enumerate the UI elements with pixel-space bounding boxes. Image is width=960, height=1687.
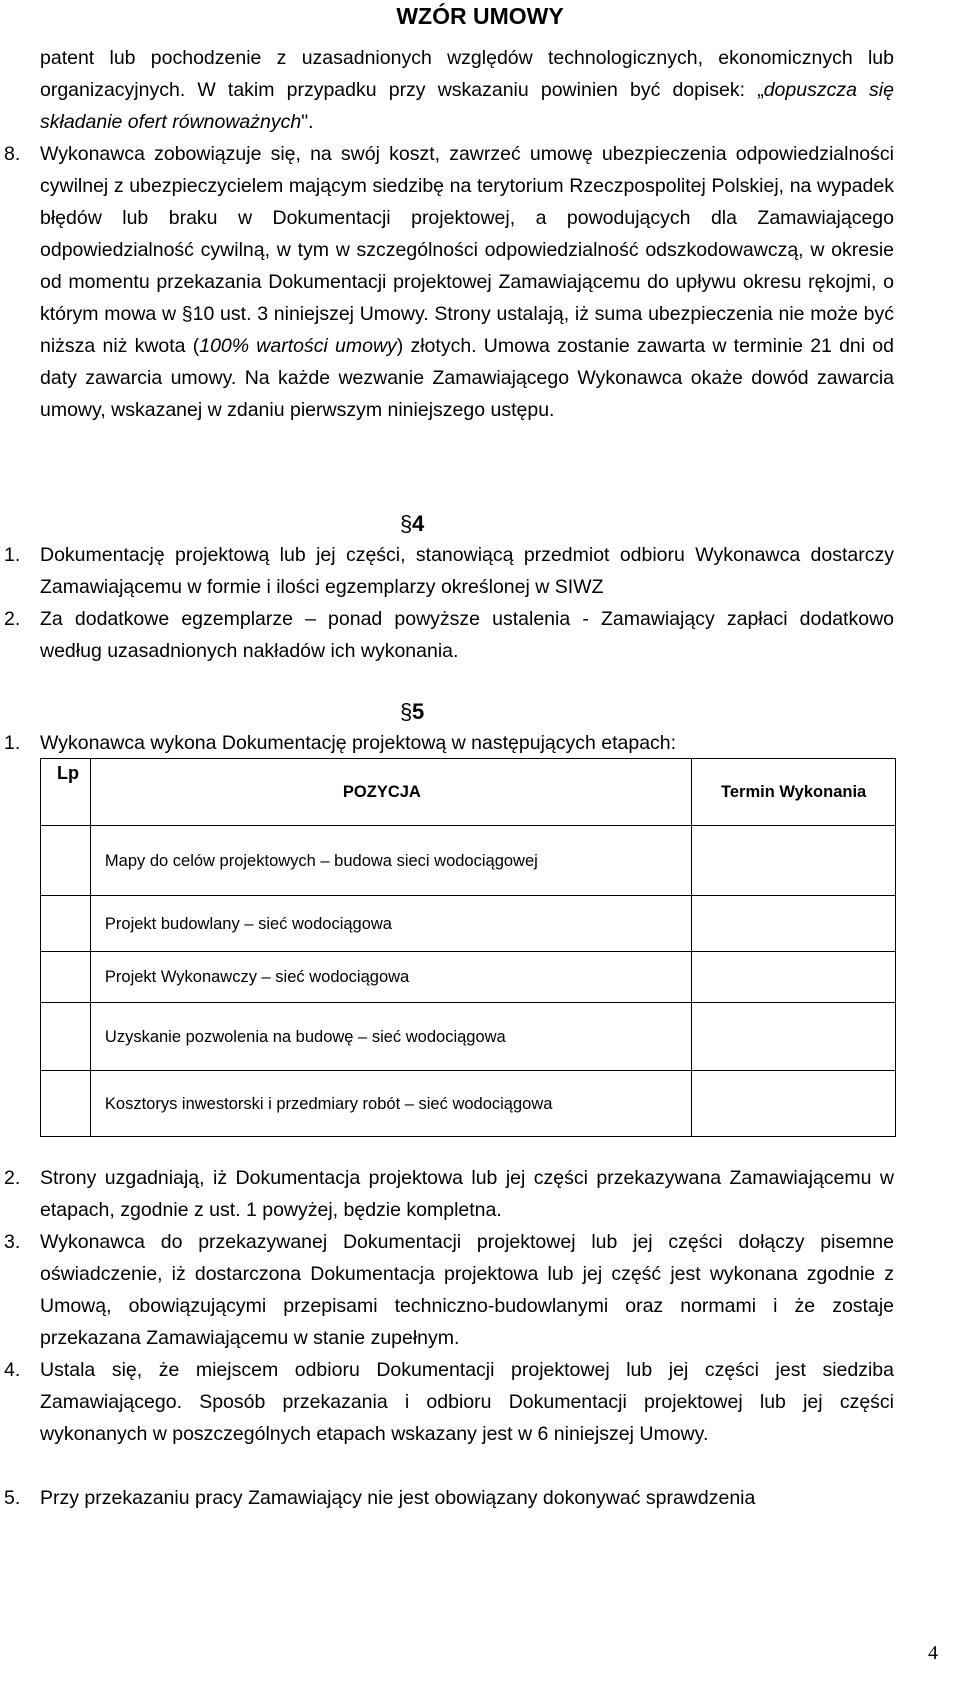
section-number: 4 — [412, 511, 425, 536]
cell-position: Projekt budowlany – sieć wodociągowa — [90, 896, 691, 952]
cell-lp — [41, 1003, 91, 1071]
section-5-item-4 — [4, 1354, 894, 1450]
item-text: Ustala się, że miejscem odbioru Dokumentacji projektowej lub jej części jest siedziba Zamawiającego. Sposób przekazania i odbioru Dokumentacji projektowej lub jej części wykonanych w poszczególnych etapach wskazany jest w 6 niniejszej Umowy. — [40, 1359, 894, 1445]
cell-lp — [41, 952, 91, 1003]
intro-paragraph — [40, 42, 894, 138]
table-row — [41, 952, 896, 1003]
cell-deadline — [692, 896, 896, 952]
cell-lp — [41, 1071, 91, 1137]
item-number: 1. — [4, 544, 21, 566]
section-4-heading — [400, 510, 460, 538]
cell-deadline — [692, 826, 896, 896]
item-number: 4. — [4, 1359, 21, 1381]
item-text: Za dodatkowe egzemplarze – ponad powyższe ustalenia - Zamawiający zapłaci dodatkowo według uzasadnionych nakładów ich wykonania. — [40, 608, 894, 662]
table-row — [41, 896, 896, 952]
section-sign: § — [400, 511, 413, 536]
table-row — [41, 826, 896, 896]
section-5-item-2 — [4, 1162, 894, 1226]
cell-position: Uzyskanie pozwolenia na budowę – sieć wodociągowa — [90, 1003, 691, 1071]
item-number: 1. — [4, 732, 21, 754]
cell-deadline — [692, 1003, 896, 1071]
section-5-heading — [400, 698, 460, 726]
cell-deadline — [692, 1071, 896, 1137]
section-5-item-5 — [4, 1482, 894, 1514]
item-text: Wykonawca do przekazywanej Dokumentacji projektowej lub jej części dołączy pisemne oświadczenie, iż dostarczona Dokumentacja projektowa lub jej część jest wykonana zgodnie z Umową, obowiązującymi przepisami techniczno-budowlanymi oraz normami i że zostaje przekazana Zamawiającemu w stanie zupełnym. — [40, 1231, 894, 1349]
document-title: WZÓR UMOWY — [396, 3, 564, 29]
item-text: Wykonawca wykona Dokumentację projektową w następujących etapach: — [40, 732, 677, 754]
section-5-item-3 — [4, 1226, 894, 1354]
cell-deadline — [692, 952, 896, 1003]
section-5-item-1 — [4, 727, 894, 759]
stages-table — [40, 758, 896, 1137]
intro-italic: dopuszcza się składanie ofert równoważnych — [40, 79, 894, 133]
item-number: 2. — [4, 1167, 21, 1189]
header-deadline: Termin Wykonania — [692, 759, 896, 826]
cell-position: Kosztorys inwestorski i przedmiary robót – sieć wodociągowa — [90, 1071, 691, 1137]
clause-text: Wykonawca zobowiązuje się, na swój koszt, zawrzeć umowę ubezpieczenia odpowiedzialności cywilnej z ubezpieczycielem mającym siedzibę na terytorium Rzeczpospolitej Polskiej, na wypadek błędów lub braku w Dokumentacji projektowej, a powodujących dla Zamawiającego odpowiedzialność cywilną, w tym w szczególności odpowiedzialność odszkodowawczą, w okresie od momentu przekazania Dokumentacji projektowej Zamawiającemu do upływu okresu rękojmi, o którym mowa w §10 ust. 3 niniejszej Umowy. Strony ustalają, iż suma ubezpieczenia nie może być niższa niż kwota (100% wartości umowy) złotych. Umowa zostanie zawarta w terminie 21 dni od daty zawarcia umowy. Na każde wezwanie Zamawiającego Wykonawca okaże dowód zawarcia umowy, wskazanej w zdaniu pierwszym niniejszego ustępu. — [40, 143, 894, 421]
section-4-item-2 — [4, 603, 894, 667]
cell-lp — [41, 896, 91, 952]
section-4-item-1 — [4, 539, 894, 603]
item-number: 3. — [4, 1231, 21, 1253]
page-number: 4 — [928, 1642, 938, 1664]
item-text: Strony uzgadniają, iż Dokumentacja projektowa lub jej części przekazywana Zamawiającemu w etapach, zgodnie z ust. 1 powyżej, będzie kompletna. — [40, 1167, 894, 1221]
item-text: Dokumentację projektową lub jej części, stanowiącą przedmiot odbioru Wykonawca dostarczy Zamawiającemu w formie i ilości egzemplarzy określonej w SIWZ — [40, 544, 894, 598]
cell-position: Projekt Wykonawczy – sieć wodociągowa — [90, 952, 691, 1003]
item-text: Przy przekazaniu pracy Zamawiający nie jest obowiązany dokonywać sprawdzenia — [40, 1487, 756, 1509]
table-header-row — [41, 759, 896, 826]
intro-text-before: patent lub pochodzenie z uzasadnionych względów technologicznych, ekonomicznych lub organizacyjnych. W takim przypadku przy wskazaniu powinien być dopisek: „ — [40, 47, 894, 101]
section-sign: § — [181, 303, 193, 325]
clause-8 — [4, 138, 894, 426]
table-row — [41, 1003, 896, 1071]
item-number: 5. — [4, 1487, 21, 1509]
item-number: 2. — [4, 608, 21, 630]
header-lp: Lp — [41, 759, 91, 826]
section-sign: § — [400, 699, 413, 724]
intro-text-after: ". — [301, 111, 314, 133]
cell-position: Mapy do celów projektowych – budowa sieci wodociągowej — [90, 826, 691, 896]
clause-number: 8. — [4, 143, 21, 165]
section-number: 5 — [412, 699, 425, 724]
header-position: POZYCJA — [90, 759, 691, 826]
table-row — [41, 1071, 896, 1137]
cell-lp — [41, 826, 91, 896]
